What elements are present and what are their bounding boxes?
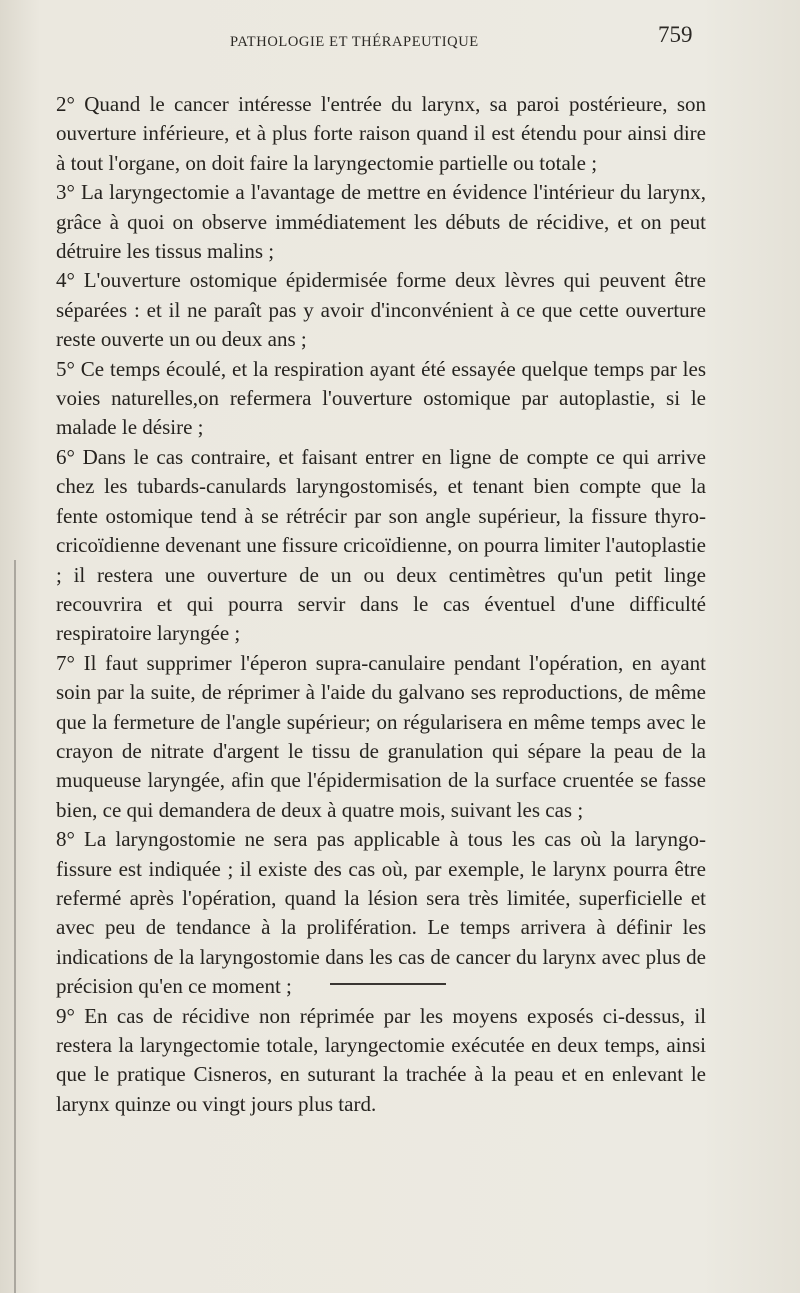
- paragraph-6: 6° Dans le cas contraire, et faisant entrer en ligne de compte ce qui arrive chez les tubards-canulards laryngostomisés, et tenant bien compte que la fente ostomique tend à se rétrécir par son angle supérieur, la fissure thyro-cricoïdienne devenant une fissure cricoïdienne, on pourra limiter l'autoplastie ; il restera une ouverture de un ou deux centimètres qu'un petit linge recouvrira et qui pourra servir dans le cas éventuel d'une difficulté respiratoire laryngée ;: [56, 444, 706, 646]
- paragraph-7: 7° Il faut supprimer l'éperon supra-canulaire pendant l'opération, en ayant soin par la suite, de réprimer à l'aide du galvano ses reproductions, de même que la fermeture de l'angle supérieur; on régularisera en même temps avec le crayon de nitrate d'argent le tissu de granulation qui sépare la peau de la muqueuse laryngée, afin que l'épidermisation de la surface cruentée se fasse bien, ce qui demandera de deux à quatre mois, suivant les cas ;: [56, 650, 706, 822]
- section-end-rule: [330, 983, 446, 985]
- body-text: [56, 90, 706, 1119]
- paragraph-9: 9° En cas de récidive non réprimée par les moyens exposés ci-dessus, il restera la laryngectomie totale, laryngectomie exécutée en deux temps, ainsi que le pratique Cisneros, en suturant la trachée à la peau et en enlevant le larynx quinze ou vingt jours plus tard.: [56, 1003, 706, 1116]
- paragraph-8: 8° La laryngostomie ne sera pas applicable à tous les cas où la laryngo-fissure est indiquée ; il existe des cas où, par exemple, le larynx pourra être refermé après l'opération, quand la lésion sera très limitée, superficielle et avec peu de tendance à la prolifération. Le temps arrivera à définir les indications de la laryngostomie dans les cas de cancer du larynx avec plus de précision qu'en ce moment ;: [56, 827, 706, 999]
- paragraph-3: 3° La laryngectomie a l'avantage de mettre en évidence l'intérieur du larynx, grâce à quoi on observe immédiatement les débuts de récidive, et on peut détruire les tissus malins ;: [56, 180, 706, 264]
- page-edge-rule: [14, 560, 16, 1293]
- paragraph-2: 2° Quand le cancer intéresse l'entrée du larynx, sa paroi postérieure, son ouverture inférieure, et à plus forte raison quand il est étendu pour ainsi dire à tout l'organe, on doit faire la laryngectomie partielle ou totale ;: [56, 92, 706, 175]
- running-title: PATHOLOGIE ET THÉRAPEUTIQUE: [230, 34, 479, 50]
- paragraph-5: 5° Ce temps écoulé, et la respiration ayant été essayée quelque temps par les voies naturelles,on refermera l'ouverture ostomique par autoplastie, si le malade le désire ;: [56, 356, 706, 440]
- page-number: 759: [658, 22, 693, 47]
- paragraph-4: 4° L'ouverture ostomique épidermisée forme deux lèvres qui peuvent être séparées : et il ne paraît pas y avoir d'inconvénient à ce que cette ouverture reste ouverte un ou deux ans ;: [56, 268, 706, 352]
